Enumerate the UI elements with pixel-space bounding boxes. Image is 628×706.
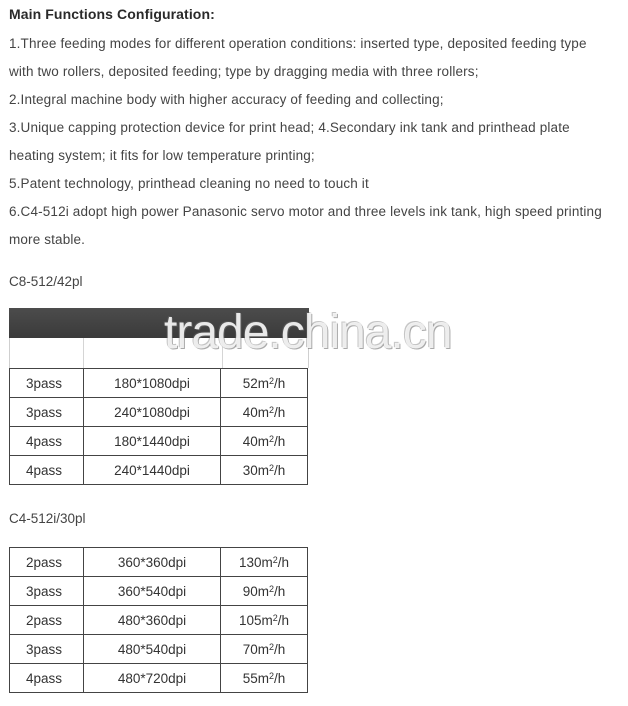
resolution-cell: 480*720dpi xyxy=(84,664,221,693)
feature-line-8: more stable. xyxy=(9,232,86,247)
feature-line-5: heating system; it fits for low temperature printing; xyxy=(9,148,315,163)
resolution-cell: 360*540dpi xyxy=(84,577,221,606)
feature-line-1: 1.Three feeding modes for different operation conditions: inserted type, deposited feeding type xyxy=(9,36,587,51)
speed-cell: $130m^2/h$ xyxy=(221,548,308,577)
resolution-cell: 180*1080dpi xyxy=(84,369,221,398)
speed-cell: $40m^2/h$ xyxy=(221,398,308,427)
table2-label: C4-512i/30pl xyxy=(9,511,86,526)
resolution-cell: 180*1440dpi xyxy=(84,427,221,456)
resolution-cell: 480*360dpi xyxy=(84,606,221,635)
watermark-logo: trade.china.cn xyxy=(164,306,452,359)
speed-cell: $70m^2/h$ xyxy=(221,635,308,664)
resolution-cell: 240*1080dpi xyxy=(84,398,221,427)
table-row xyxy=(10,456,308,485)
pass-cell: 4pass xyxy=(10,427,84,456)
table-row xyxy=(10,577,308,606)
feature-line-4: 3.Unique capping protection device for print head; 4.Secondary ink tank and printhead plate xyxy=(9,120,570,135)
table-row xyxy=(10,548,308,577)
pass-cell: 2pass xyxy=(10,606,84,635)
speed-cell: $52m^2/h$ xyxy=(221,369,308,398)
table-row xyxy=(10,398,308,427)
feature-line-3: 2.Integral machine body with higher accuracy of feeding and collecting; xyxy=(9,92,444,107)
table-row xyxy=(10,635,308,664)
speed-cell: $105m^2/h$ xyxy=(221,606,308,635)
resolution-cell: 240*1440dpi xyxy=(84,456,221,485)
column-divider xyxy=(83,338,84,368)
pass-cell: 3pass xyxy=(10,369,84,398)
resolution-cell: 480*540dpi xyxy=(84,635,221,664)
speed-cell: $30m^2/h$ xyxy=(221,456,308,485)
feature-line-7: 6.C4-512i adopt high power Panasonic servo motor and three levels ink tank, high speed printing xyxy=(9,204,602,219)
pass-cell: 4pass xyxy=(10,664,84,693)
speed-cell: $90m^2/h$ xyxy=(221,577,308,606)
pass-cell: 2pass xyxy=(10,548,84,577)
feature-line-6: 5.Patent technology, printhead cleaning no need to touch it xyxy=(9,176,369,191)
table1 xyxy=(9,368,308,485)
table-row xyxy=(10,369,308,398)
main-functions-heading: Main Functions Configuration: xyxy=(9,6,215,22)
table-row xyxy=(10,664,308,693)
table2 xyxy=(9,547,308,693)
pass-cell: 4pass xyxy=(10,456,84,485)
feature-line-2: with two rollers, deposited feeding; type by dragging media with three rollers; xyxy=(9,64,479,79)
pass-cell: 3pass xyxy=(10,398,84,427)
table-row xyxy=(10,427,308,456)
table1-label: C8-512/42pl xyxy=(9,274,83,289)
pass-cell: 3pass xyxy=(10,577,84,606)
speed-cell: $40m^2/h$ xyxy=(221,427,308,456)
speed-cell: $55m^2/h$ xyxy=(221,664,308,693)
resolution-cell: 360*360dpi xyxy=(84,548,221,577)
table-row xyxy=(10,606,308,635)
pass-cell: 3pass xyxy=(10,635,84,664)
